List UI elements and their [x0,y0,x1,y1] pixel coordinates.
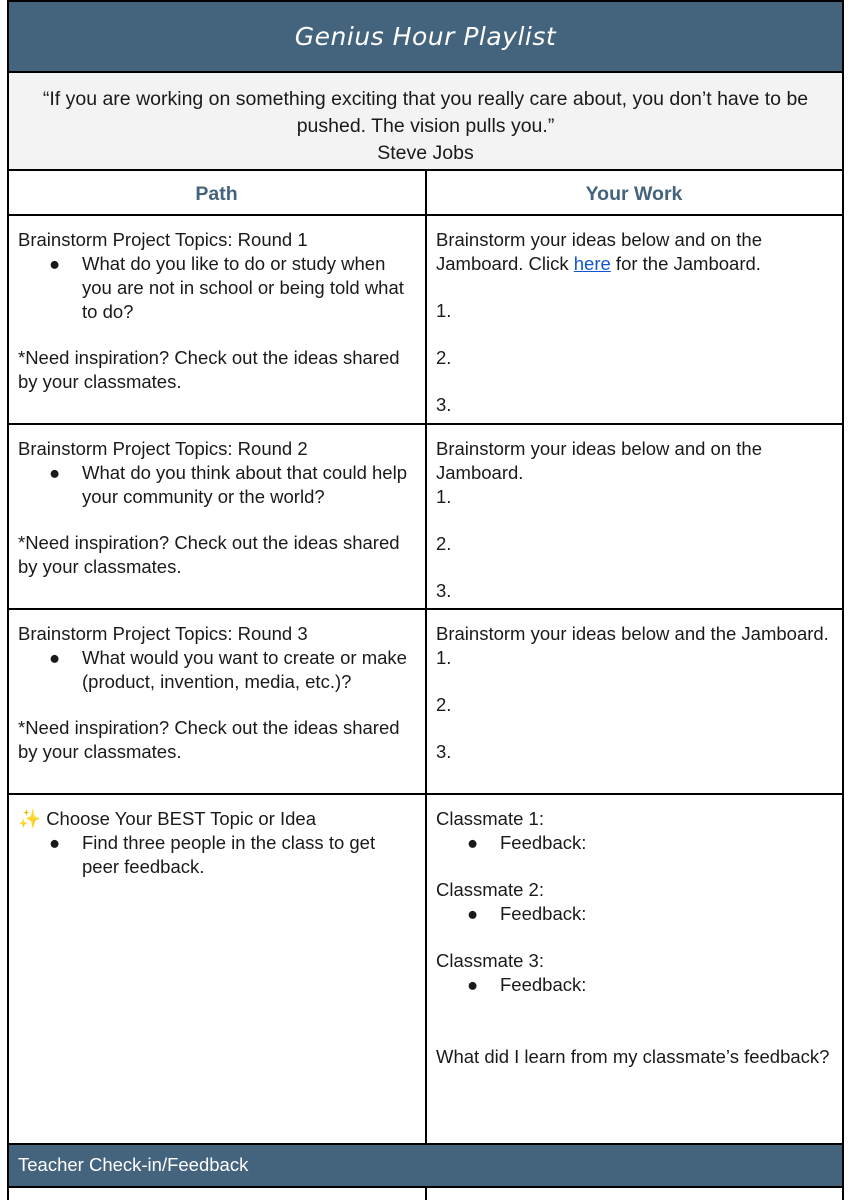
path-title: Choose Your BEST Topic or Idea [46,808,316,829]
teacher-feedback-row[interactable] [9,1188,842,1200]
inspiration-note: *Need inspiration? Check out the ideas shared by your classmates. [18,347,400,392]
bullet-icon: ● [467,903,479,924]
idea-item-3[interactable]: 3. [436,394,452,415]
bullet-icon: ● [49,253,61,274]
path-title: Brainstorm Project Topics: Round 1 [18,229,308,250]
classmate-3-label: Classmate 3: [436,950,544,971]
title-banner [9,0,842,73]
work-cell[interactable] [427,795,842,1143]
work-cell[interactable] [427,216,842,423]
classmate-2-label: Classmate 2: [436,879,544,900]
idea-item-1[interactable]: 1. [436,486,452,507]
work-cell[interactable] [427,610,842,793]
work-intro: Brainstorm your ideas below and the Jamboard. [436,623,829,644]
feedback-label: Feedback: [500,832,587,853]
bullet-icon: ● [467,974,479,995]
inspiration-note: *Need inspiration? Check out the ideas shared by your classmates. [18,532,400,577]
path-bullet-text: What do you think about that could help your community or the world? [82,462,407,507]
work-intro-text-end: for the Jamboard. [610,253,761,274]
path-bullet-item [18,252,415,324]
idea-item-2[interactable]: 2. [436,533,452,554]
quote-text: “If you are working on something exciting that you really care about, you don’t have to be pushed. The vision pulls you.” [42,88,809,137]
work-intro: Brainstorm your ideas below and on the Jamboard. [436,438,762,483]
idea-item-2[interactable]: 2. [436,347,452,368]
path-bullet-item [18,831,415,879]
teacher-feedback-cell-left[interactable] [9,1188,427,1200]
bullet-icon: ● [49,832,61,853]
column-header-your-work: Your Work [585,183,683,205]
idea-item-3[interactable]: 3. [436,580,452,601]
path-bullet-text: Find three people in the class to get peer feedback. [82,832,376,877]
bullet-icon: ● [49,462,61,483]
idea-item-3[interactable]: 3. [436,741,452,762]
feedback-item[interactable] [436,902,832,926]
bullet-icon: ● [467,832,479,853]
feedback-item[interactable] [436,973,832,997]
feedback-label: Feedback: [500,974,587,995]
playlist-document [7,0,844,1200]
teacher-feedback-label: Teacher Check-in/Feedback [18,1154,249,1175]
table-row [9,795,842,1145]
path-title-line [18,807,415,831]
quote-block [9,73,842,171]
path-cell [9,216,427,423]
inspiration-note: *Need inspiration? Check out the ideas shared by your classmates. [18,717,400,762]
path-cell [9,795,427,1143]
path-bullet-item [18,646,415,694]
idea-item-1[interactable]: 1. [436,300,452,321]
feedback-item[interactable] [436,831,832,855]
column-header-path: Path [9,171,427,214]
sparkle-icon: ✨ [18,808,42,829]
table-row [9,216,842,425]
work-intro [436,228,832,276]
work-intro-text: Brainstorm your ideas below and on the Jamboard. Click [436,229,762,274]
idea-item-2[interactable]: 2. [436,694,452,715]
classmate-1-label: Classmate 1: [436,808,544,829]
path-title: Brainstorm Project Topics: Round 2 [18,438,308,459]
work-cell[interactable] [427,425,842,608]
path-bullet-item [18,461,415,509]
table-row [9,425,842,610]
jamboard-link[interactable]: here [573,253,611,274]
reflection-prompt[interactable]: What did I learn from my classmate’s feedback? [436,1046,830,1067]
path-bullet-text: What would you want to create or make (product, invention, media, etc.)? [82,647,407,692]
path-cell [9,425,427,608]
path-title: Brainstorm Project Topics: Round 3 [18,623,308,644]
page-title: Genius Hour Playlist [294,22,557,51]
table-row [9,610,842,795]
path-bullet-text: What do you like to do or study when you are not in school or being told what to do? [82,253,404,322]
teacher-feedback-header [9,1145,842,1188]
teacher-feedback-cell-right[interactable] [427,1188,842,1200]
path-cell [9,610,427,793]
feedback-label: Feedback: [500,903,587,924]
idea-item-1[interactable]: 1. [436,647,452,668]
quote-author: Steve Jobs [377,142,474,164]
table-header [9,171,842,216]
bullet-icon: ● [49,647,61,668]
